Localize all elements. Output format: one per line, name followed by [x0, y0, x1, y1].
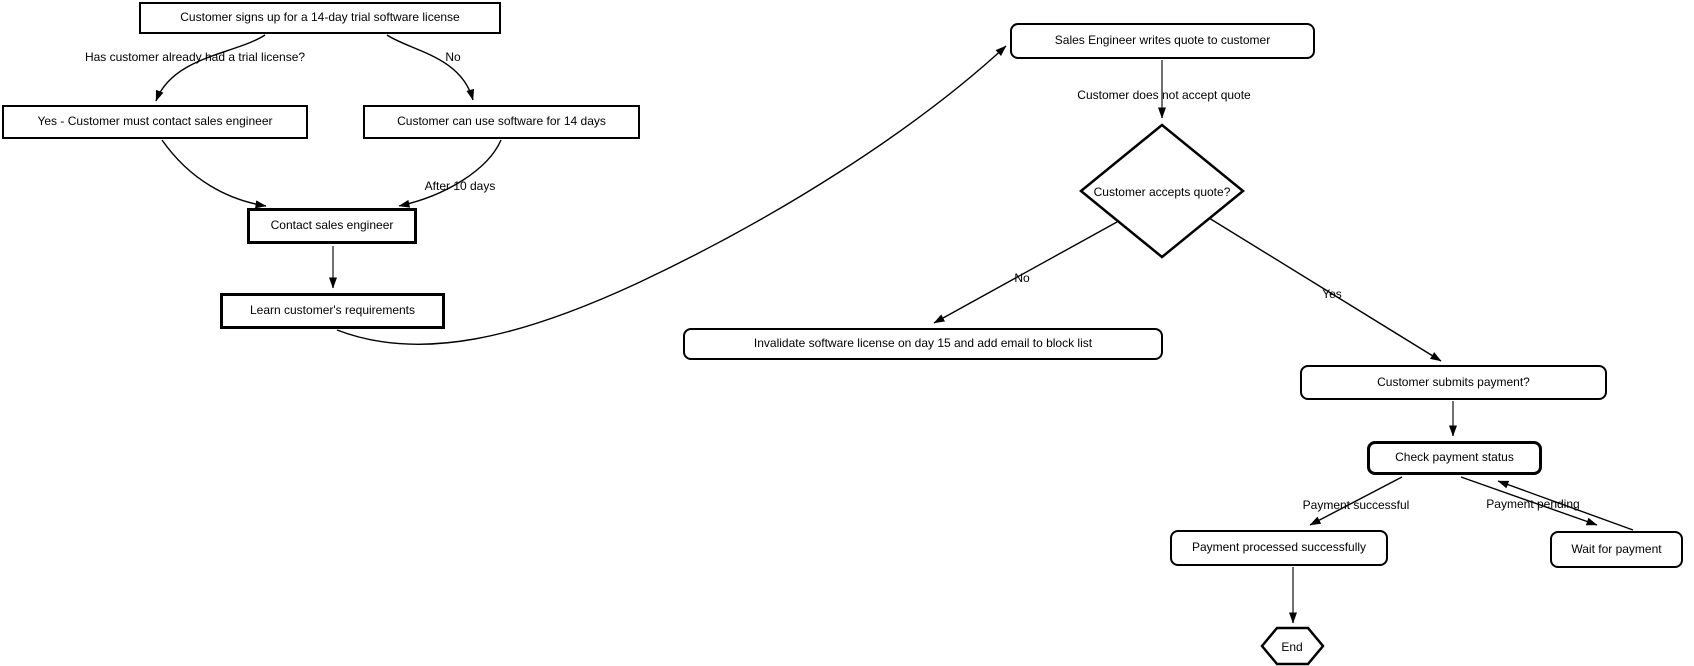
- node-submits-payment[interactable]: Customer submits payment?: [1300, 365, 1607, 400]
- node-invalidate-license[interactable]: Invalidate software license on day 15 and add email to block list: [683, 328, 1163, 360]
- edge-label-no-top[interactable]: No: [445, 50, 461, 64]
- accepts-quote-label: Customer accepts quote?: [1093, 185, 1231, 199]
- node-signup[interactable]: Customer signs up for a 14-day trial software license: [139, 2, 501, 34]
- edge-label-no-quote[interactable]: No: [1014, 271, 1030, 285]
- edge-label-has-trial[interactable]: Has customer already had a trial license?: [84, 50, 306, 64]
- edge-yes-contact-to-contact-se[interactable]: [162, 140, 266, 206]
- node-use-14-days[interactable]: Customer can use software for 14 days: [363, 105, 640, 139]
- edge-use14-to-contact-se[interactable]: [399, 140, 501, 206]
- node-yes-contact[interactable]: Yes - Customer must contact sales engineer: [2, 105, 308, 139]
- edge-label-not-accept[interactable]: Customer does not accept quote: [1077, 88, 1251, 102]
- node-contact-sales-engineer[interactable]: Contact sales engineer: [247, 208, 417, 244]
- end-label: End: [1281, 640, 1303, 654]
- edge-label-after-10-days[interactable]: After 10 days: [424, 179, 496, 193]
- edge-signup-to-yes-contact[interactable]: [156, 35, 265, 101]
- edge-label-payment-successful[interactable]: Payment successful: [1302, 498, 1410, 512]
- node-check-payment-status[interactable]: Check payment status: [1367, 441, 1542, 475]
- node-wait-for-payment[interactable]: Wait for payment: [1550, 531, 1683, 568]
- node-payment-processed[interactable]: Payment processed successfully: [1170, 530, 1388, 566]
- node-write-quote[interactable]: Sales Engineer writes quote to customer: [1010, 23, 1315, 59]
- edge-label-yes-quote[interactable]: Yes: [1322, 287, 1342, 301]
- node-learn-requirements[interactable]: Learn customer's requirements: [220, 293, 445, 329]
- edge-signup-to-use14[interactable]: [387, 35, 473, 100]
- edge-label-payment-pending[interactable]: Payment pending: [1486, 497, 1580, 511]
